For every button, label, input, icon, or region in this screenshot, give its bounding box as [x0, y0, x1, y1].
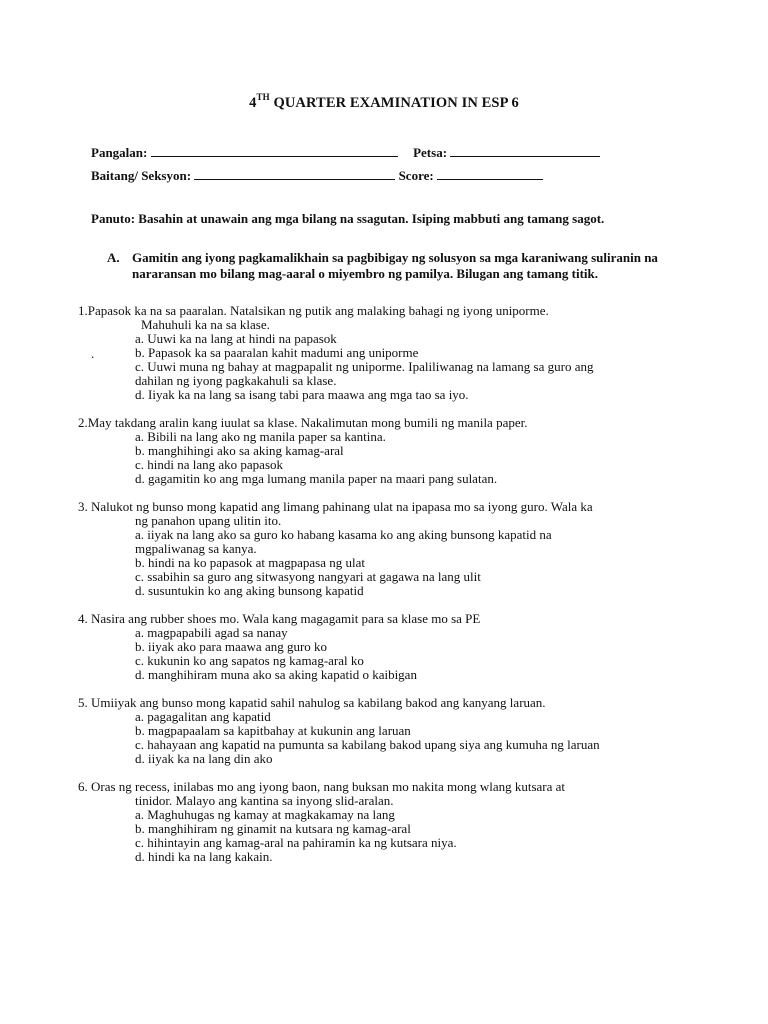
- option-4c[interactable]: c. kukunin ko ang sapatos ng kamag-aral ko: [135, 653, 364, 668]
- option-2d[interactable]: d. gagamitin ko ang mga lumang manila paper na maari pang sulatan.: [135, 471, 498, 486]
- option-3b[interactable]: b. hindi na ko papasok at magpapasa ng ulat: [135, 555, 365, 570]
- option-4b[interactable]: b. iiyak ako para maawa ang guro ko: [135, 639, 328, 654]
- option-2b[interactable]: b. manghihingi ako sa aking kamag-aral: [135, 443, 344, 458]
- question-stem: 1.Papasok ka na sa paaralan. Natalsikan ng putik ang malaking bahagi ng iyong uniporme.: [78, 303, 549, 318]
- option-1d[interactable]: d. Iiyak ka na lang sa isang tabi para maawa ang mga tao sa iyo.: [135, 387, 469, 402]
- option-1a[interactable]: a. Uuwi ka na lang at hindi na papasok: [135, 331, 337, 346]
- date-label: Petsa:: [413, 145, 448, 160]
- title-superscript: TH: [256, 92, 270, 102]
- option-3a[interactable]: a. iiyak na lang ako sa guro ko habang kasama ko ang aking bunsong kapatid na: [135, 527, 552, 542]
- question-stem: 2.May takdang aralin kang iuulat sa klase. Nakalimutan mong bumili ng manila paper.: [78, 415, 528, 430]
- option-6d[interactable]: d. hindi ka na lang kakain.: [135, 849, 273, 864]
- option-5c[interactable]: c. hahayaan ang kapatid na pumunta sa kabilang bakod upang siya ang kumuha ng laruan: [135, 737, 600, 752]
- option-5a[interactable]: a. pagagalitan ang kapatid: [135, 709, 271, 724]
- title-prefix: 4: [249, 94, 257, 111]
- option-4a[interactable]: a. magpapabili agad sa nanay: [135, 625, 288, 640]
- name-field[interactable]: [151, 144, 398, 157]
- date-field[interactable]: [450, 144, 600, 157]
- option-3d[interactable]: d. susuntukin ko ang aking bunsong kapatid: [135, 583, 364, 598]
- exam-title: [0, 93, 768, 112]
- score-field[interactable]: [437, 167, 543, 180]
- name-date-row: [91, 144, 600, 161]
- option-6b[interactable]: b. manghihiram ng ginamit na kutsara ng kamag-aral: [135, 821, 411, 836]
- option-2c[interactable]: c. hindi na lang ako papasok: [135, 457, 284, 472]
- instructions: Panuto: Basahin at unawain ang mga bilang na ssagutan. Isiping mabbuti ang tamang sagot.: [91, 211, 605, 226]
- option-4d[interactable]: d. manghihiram muna ako sa aking kapatid o kaibigan: [135, 667, 417, 682]
- option-5d[interactable]: d. iiyak ka na lang din ako: [135, 751, 273, 766]
- question-stem: 4. Nasira ang rubber shoes mo. Wala kang magagamit para sa klase mo sa PE: [78, 611, 481, 626]
- title-text: QUARTER EXAMINATION IN ESP 6: [269, 94, 519, 111]
- option-1c[interactable]: c. Uuwi muna ng bahay at magpapalit ng uniporme. Ipaliliwanag na lamang sa guro ang: [135, 359, 594, 374]
- stray-mark: .: [91, 346, 95, 361]
- option-3a-cont: mgpaliwanag sa kanya.: [135, 541, 257, 556]
- section-a-text: Gamitin ang iyong pagkamalikhain sa pagbibigay ng solusyon sa mga karaniwang suliranin na nararansan mo bilang mag-aaral o miyembro ng pamilya. Bilugan ang tamang titik.: [132, 250, 658, 281]
- section-a: [107, 250, 667, 281]
- grade-score-row: [91, 167, 543, 184]
- question-stem: 5. Umiiyak ang bunso mong kapatid sahil nahulog sa kabilang bakod ang kanyang laruan.: [78, 695, 546, 710]
- grade-label: Baitang/ Seksyon:: [91, 168, 192, 183]
- question-stem: 3. Nalukot ng bunso mong kapatid ang limang pahinang ulat na ipapasa mo sa iyong guro. Wala ka: [78, 499, 593, 514]
- option-1c-cont: dahilan ng iyong pagkakahuli sa klase.: [135, 373, 337, 388]
- option-6a[interactable]: a. Maghuhugas ng kamay at magkakamay na lang: [135, 807, 395, 822]
- option-2a[interactable]: a. Bibili na lang ako ng manila paper sa kantina.: [135, 429, 386, 444]
- score-label: Score:: [398, 168, 434, 183]
- question-stem: 6. Oras ng recess, inilabas mo ang iyong baon, nang buksan mo nakita mong wlang kutsara at: [78, 779, 566, 794]
- question-continuation: tinidor. Malayo ang kantina sa inyong slid-aralan.: [135, 793, 394, 808]
- section-a-letter: A.: [107, 250, 120, 265]
- name-label: Pangalan:: [91, 145, 148, 160]
- option-1b[interactable]: b. Papasok ka sa paaralan kahit madumi ang uniporme: [135, 345, 419, 360]
- question-continuation: Mahuhuli ka na sa klase.: [141, 317, 270, 332]
- option-3c[interactable]: c. ssabihin sa guro ang sitwasyong nangyari at gagawa na lang ulit: [135, 569, 481, 584]
- option-5b[interactable]: b. magpapaalam sa kapitbahay at kukunin ang laruan: [135, 723, 411, 738]
- option-6c[interactable]: c. hihintayin ang kamag-aral na pahiramin ka ng kutsara niya.: [135, 835, 457, 850]
- question-continuation: ng panahon upang ulitin ito.: [135, 513, 282, 528]
- grade-field[interactable]: [194, 167, 395, 180]
